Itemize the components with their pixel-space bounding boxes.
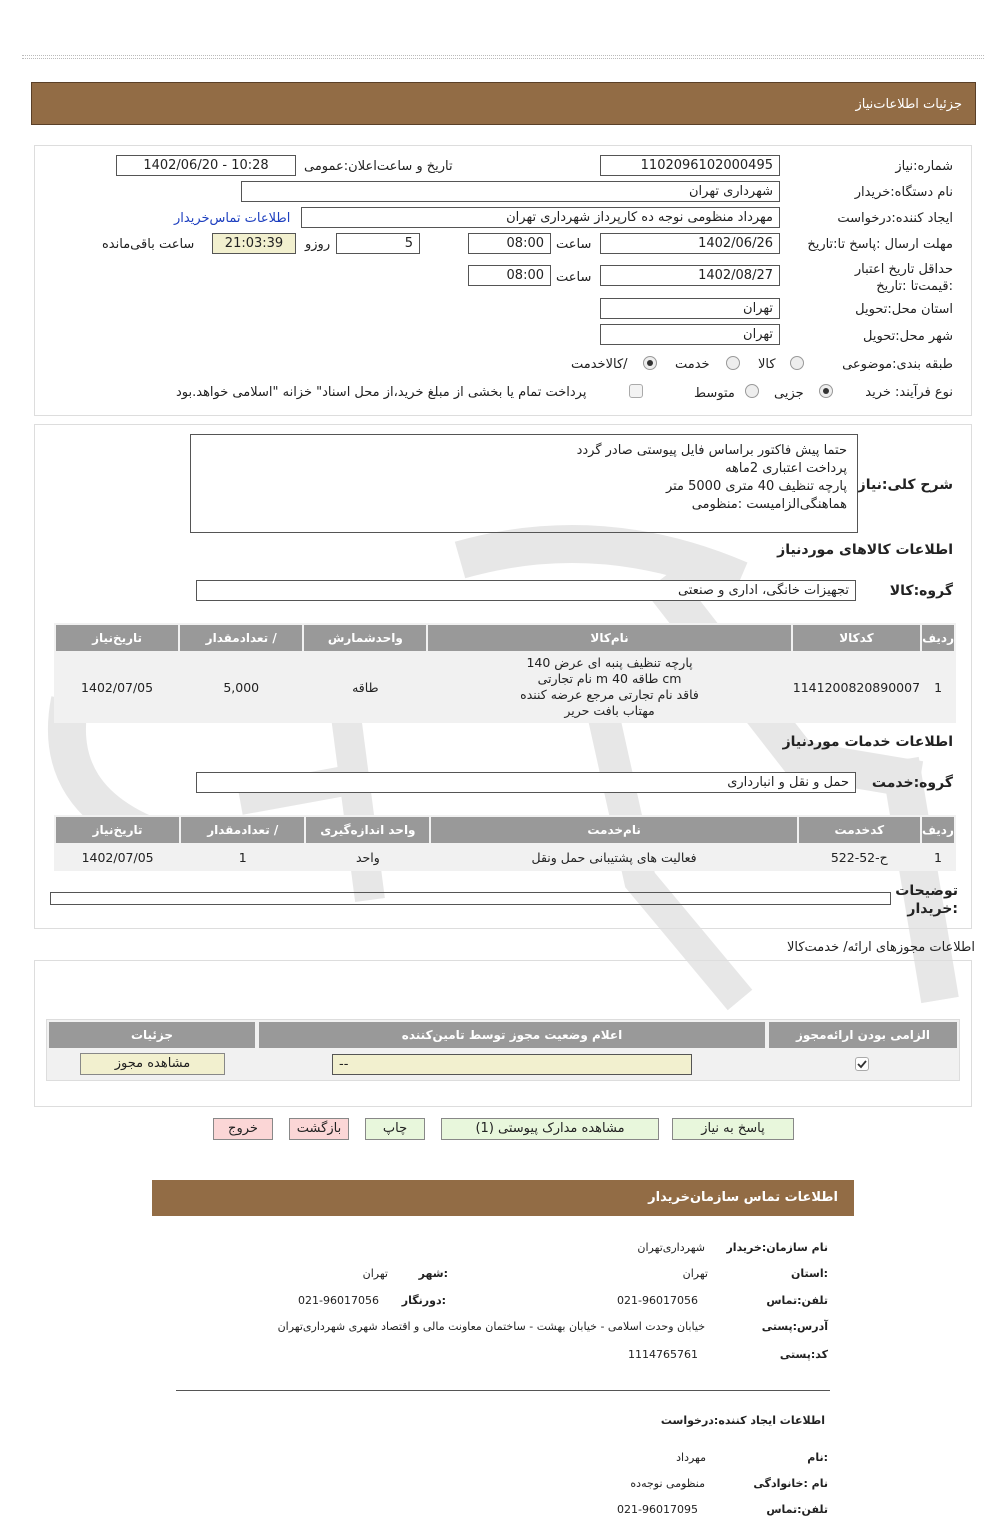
category-both-radio[interactable] bbox=[643, 356, 657, 370]
permits-table bbox=[46, 1019, 960, 1081]
page-header-bar bbox=[31, 82, 976, 125]
top-dotted-line bbox=[22, 55, 984, 59]
services-col-header: / تعداد‌مقدار bbox=[181, 817, 304, 843]
description-label: شرح کلی:نیاز bbox=[857, 477, 953, 493]
goods-col-header: / تعداد‌مقدار bbox=[180, 625, 302, 651]
services-table bbox=[54, 815, 956, 871]
contact-province-value: تهران bbox=[682, 1267, 708, 1280]
goods-col-header: تاریخ‌نیاز bbox=[56, 625, 178, 651]
services-group-field: حمل و نقل و انبارداری bbox=[196, 772, 856, 793]
contact-fax-value: 021-96017056 bbox=[298, 1294, 379, 1307]
days-label: روزو bbox=[305, 237, 331, 252]
creator-name-label: :نام bbox=[807, 1451, 828, 1464]
deadline-time-label: ساعت bbox=[556, 237, 592, 252]
services-row-name: فعالیت های پشتیبانی حمل ونقل bbox=[531, 849, 697, 865]
creator-family-value: منظومی نوجه‌ده bbox=[630, 1477, 705, 1490]
buyer-notes-label: توضیحات :خریدار bbox=[895, 883, 958, 917]
permit-required-checkbox[interactable] bbox=[855, 1057, 869, 1071]
treasury-payment-checkbox[interactable] bbox=[629, 384, 643, 398]
services-row-date: 1402/07/05 bbox=[81, 849, 154, 865]
buyer-contact-link[interactable]: اطلاعات تماس‌خریدار bbox=[174, 211, 291, 226]
category-goods-radio[interactable] bbox=[790, 356, 804, 370]
validity-date-field: 1402/08/27 bbox=[600, 265, 780, 286]
services-row-qty: 1 bbox=[238, 849, 247, 865]
treasury-payment-note: پرداخت تمام یا بخشی از مبلغ خرید،از محل اسناد" خزانه "اسلامی خواهد.بود bbox=[176, 385, 587, 400]
contact-fax-label: :دورنگار bbox=[401, 1294, 446, 1307]
remaining-time-field: 21:03:39 bbox=[212, 233, 296, 254]
attachments-button[interactable]: مشاهده مدارک پیوستی (1) bbox=[441, 1118, 659, 1140]
contact-bar-title: اطلاعات تماس سازمان‌خریدار bbox=[648, 1190, 838, 1205]
services-col-header: ردیف bbox=[922, 817, 954, 843]
services-row-unit: واحد bbox=[355, 849, 380, 865]
contact-city-label: :شهر bbox=[418, 1267, 448, 1280]
process-partial-radio[interactable] bbox=[819, 384, 833, 398]
back-button[interactable]: بازگشت bbox=[289, 1118, 349, 1140]
province-label: استان محل:تحویل bbox=[855, 302, 953, 317]
validity-time-label: ساعت bbox=[556, 270, 592, 285]
deadline-time-field: 08:00 bbox=[468, 233, 551, 254]
contact-postal-value: 1114765761 bbox=[628, 1348, 698, 1361]
contact-postal-label: کد:پستی bbox=[779, 1348, 828, 1361]
need-number-label: شماره:نیاز bbox=[895, 159, 953, 174]
goods-col-header: کدکالا bbox=[793, 625, 920, 651]
contact-phone-label: تلفن:تماس bbox=[766, 1294, 828, 1307]
services-col-header: کدخدمت bbox=[799, 817, 920, 843]
validity-time-field: 08:00 bbox=[468, 265, 551, 286]
reply-button[interactable]: پاسخ به نیاز bbox=[672, 1118, 794, 1140]
creator-phone-label: تلفن:تماس bbox=[766, 1503, 828, 1516]
validity-label: حداقل تاریخ اعتبار :قیمت‌تا :تاریخ bbox=[854, 262, 953, 294]
services-row-code: ح-52-522 bbox=[830, 849, 888, 865]
contact-org-label: نام سازمان:خریدار bbox=[726, 1241, 828, 1254]
view-permit-button[interactable]: مشاهده مجوز bbox=[80, 1053, 225, 1075]
announce-label: تاریخ و ساعت‌اعلان:عمومی bbox=[304, 159, 453, 174]
goods-row-code: 1141200820890007 bbox=[792, 679, 921, 695]
table-row bbox=[56, 845, 954, 869]
permit-status-field: -- bbox=[332, 1054, 692, 1075]
category-both-label: /کالاخدمت bbox=[571, 357, 628, 372]
contact-city-value: تهران bbox=[362, 1267, 388, 1280]
permits-col-header: الزامی بودن ارائه‌مجوز bbox=[769, 1022, 957, 1048]
permits-col-header: اعلام وضعیت مجوز توسط تامین‌کننده bbox=[259, 1022, 765, 1048]
creator-label: ایجاد کننده:درخواست bbox=[837, 211, 953, 226]
permits-col-header: جزئیات bbox=[49, 1022, 255, 1048]
need-number-field: 1102096102000495 bbox=[600, 155, 780, 176]
goods-table bbox=[54, 623, 956, 723]
services-col-header: تاریخ‌نیاز bbox=[56, 817, 179, 843]
goods-row-name bbox=[428, 653, 790, 721]
creator-section-title: اطلاعات ایجاد کننده:درخواست bbox=[660, 1414, 825, 1427]
contact-bar bbox=[152, 1180, 854, 1216]
goods-group-field: تجهیزات خانگی، اداری و صنعتی bbox=[196, 580, 856, 601]
announce-field: 1402/06/20 - 10:28 bbox=[116, 155, 296, 176]
contact-org-value: شهرداری‌تهران bbox=[637, 1241, 705, 1254]
process-medium-label: متوسط bbox=[694, 386, 735, 401]
process-medium-radio[interactable] bbox=[745, 384, 759, 398]
description-line: حتما پیش فاکتور براساس فایل پیوستی صادر گردد bbox=[576, 443, 847, 458]
services-group-label: گروه:خدمت bbox=[871, 775, 953, 791]
goods-name-line: پارچه تنظیف پنبه ای عرض 140 bbox=[526, 655, 693, 670]
deadline-label: مهلت ارسال :پاسخ تا:تاریخ bbox=[807, 237, 953, 252]
creator-family-label: نام :خانوادگی bbox=[753, 1477, 828, 1490]
goods-name-line: cm طاقه 40 m نام تجارتی bbox=[537, 671, 682, 686]
services-section-title: اطلاعات خدمات مورد‌نیاز bbox=[782, 734, 953, 750]
contact-address-value: خیابان وحدت اسلامی - خیابان بهشت - ساختمان معاونت مالی و اقتصاد شهری شهرداری‌تهران bbox=[277, 1320, 705, 1333]
city-label: شهر محل:تحویل bbox=[863, 329, 953, 344]
remaining-label: ساعت باقی‌مانده bbox=[102, 237, 195, 252]
creator-name-value: مهرداد bbox=[676, 1451, 706, 1464]
description-box bbox=[190, 434, 858, 533]
deadline-date-field: 1402/06/26 bbox=[600, 233, 780, 254]
goods-row-qty: 5,000 bbox=[223, 679, 260, 695]
process-partial-label: جزیی bbox=[774, 386, 804, 401]
contact-phone-value: 021-96017056 bbox=[617, 1294, 698, 1307]
goods-col-header: نام‌کالا bbox=[428, 625, 790, 651]
page-title: جزئیات اطلاعات‌نیاز bbox=[855, 97, 962, 112]
creator-field: مهرداد منظومی نوجه ده کارپرداز شهرداری تهران bbox=[301, 207, 780, 228]
category-label: طبقه بندی:موضوعی bbox=[842, 357, 953, 372]
goods-name-line: مهتاب بافت حریر bbox=[564, 703, 655, 718]
table-row bbox=[56, 653, 954, 721]
buyer-org-field: شهرداری تهران bbox=[241, 181, 780, 202]
description-line: پارچه تنظیف 40 متری 5000 متر bbox=[665, 479, 847, 494]
services-row-index: 1 bbox=[933, 849, 942, 865]
days-field: 5 bbox=[336, 233, 420, 254]
category-service-label: خدمت bbox=[675, 357, 710, 372]
goods-section-title: اطلاعات کالاهای مورد‌نیاز bbox=[777, 542, 953, 558]
contact-address-label: آدرس:پستی bbox=[761, 1320, 828, 1333]
goods-row-unit: طاقه bbox=[352, 679, 379, 695]
creator-phone-value: 021-96017095 bbox=[617, 1503, 698, 1516]
print-button[interactable]: چاپ bbox=[365, 1118, 425, 1140]
check-icon bbox=[856, 1058, 868, 1070]
goods-group-label: گروه:کالا bbox=[889, 583, 953, 599]
buyer-org-label: نام دستگاه:خریدار bbox=[854, 185, 953, 200]
contact-divider bbox=[176, 1390, 830, 1391]
goods-name-line: فاقد نام تجارتی مرجع عرضه کننده bbox=[520, 687, 699, 702]
goods-col-header: ردیف bbox=[922, 625, 954, 651]
description-line: پرداخت اعتباری 2ماهه bbox=[725, 461, 847, 476]
permits-title: اطلاعات مجوزهای ارائه/ خدمت‌کالا bbox=[786, 940, 975, 955]
description-line: هماهنگی‌الزامیست :منظومی bbox=[691, 497, 847, 512]
contact-province-label: :استان bbox=[791, 1267, 828, 1280]
process-label: نوع فرآیند: خرید bbox=[865, 385, 953, 400]
goods-row-index: 1 bbox=[934, 679, 943, 695]
category-service-radio[interactable] bbox=[726, 356, 740, 370]
province-field: تهران bbox=[600, 298, 780, 319]
exit-button[interactable]: خروج bbox=[213, 1118, 273, 1140]
city-field: تهران bbox=[600, 324, 780, 345]
goods-col-header: واحد‌شمارش bbox=[304, 625, 426, 651]
buyer-notes-field bbox=[50, 892, 891, 905]
category-goods-label: کالا bbox=[758, 357, 776, 372]
services-col-header: واحد اندازه‌گیری bbox=[306, 817, 429, 843]
services-col-header: نام‌خدمت bbox=[431, 817, 796, 843]
goods-row-date: 1402/07/05 bbox=[81, 679, 154, 695]
